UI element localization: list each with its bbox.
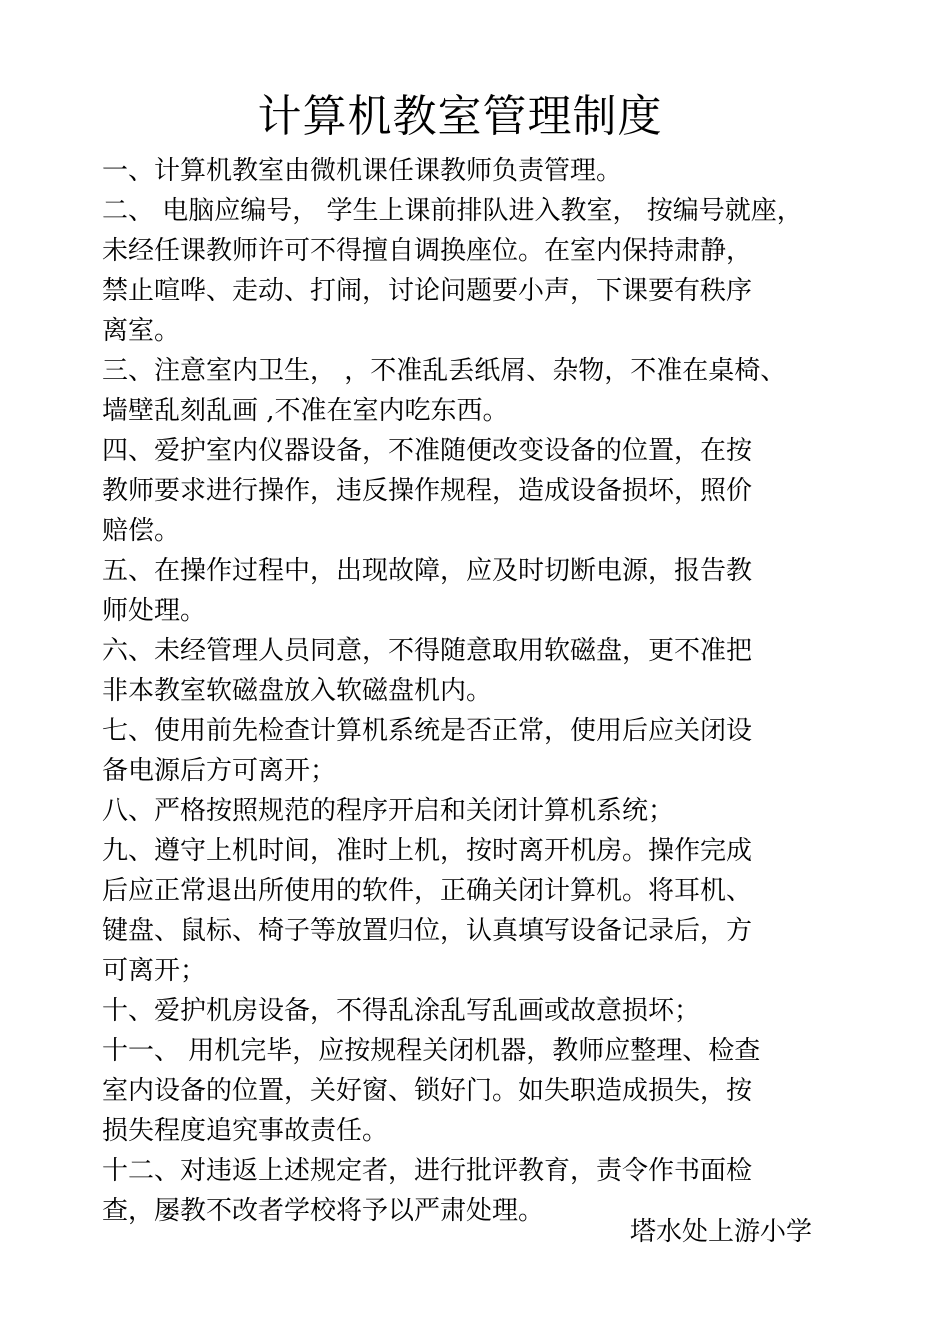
rule-line-10: 赔偿。 bbox=[102, 516, 181, 546]
rule-line-9: 教师要求进行操作，违反操作规程，造成设备损坏，照价 bbox=[102, 476, 753, 506]
rule-line-18: 九、遵守上机时间，准时上机，按时离开机房。操作完成 bbox=[102, 836, 753, 866]
rule-line-17: 八、严格按照规范的程序开启和关闭计算机系统； bbox=[102, 796, 675, 826]
rule-line-27: 查，屡教不改者学校将予以严肃处理。 bbox=[102, 1196, 545, 1226]
rule-line-21: 可离开； bbox=[102, 956, 207, 986]
rule-line-3: 未经任课教师许可不得擅自调换座位。在室内保持肃静， bbox=[102, 236, 753, 266]
rule-line-7: 墙壁乱刻乱画 ,不准在室内吃东西。 bbox=[102, 396, 509, 426]
rule-line-13: 六、未经管理人员同意，不得随意取用软磁盘，更不准把 bbox=[102, 636, 753, 666]
rule-line-5: 离室。 bbox=[102, 316, 181, 346]
rule-line-19: 后应正常退出所使用的软件，正确关闭计算机。将耳机、 bbox=[102, 876, 753, 906]
rule-line-8: 四、爱护室内仪器设备，不准随便改变设备的位置，在按 bbox=[102, 436, 753, 466]
rule-line-22: 十、爱护机房设备，不得乱涂乱写乱画或故意损坏； bbox=[102, 996, 701, 1026]
rule-line-11: 五、在操作过程中，出现故障，应及时切断电源，报告教 bbox=[102, 556, 753, 586]
rule-line-26: 十二、对违返上述规定者，进行批评教育，责令作书面检 bbox=[102, 1156, 753, 1186]
rule-line-2: 二、 电脑应编号， 学生上课前排队进入教室， 按编号就座， bbox=[102, 196, 803, 226]
rule-line-1: 一、计算机教室由微机课任课教师负责管理。 bbox=[102, 156, 623, 186]
rule-line-12: 师处理。 bbox=[102, 596, 207, 626]
rule-line-15: 七、使用前先检查计算机系统是否正常，使用后应关闭设 bbox=[102, 716, 753, 746]
rule-line-25: 损失程度追究事故责任。 bbox=[102, 1116, 389, 1146]
page-title: 计算机教室管理制度 bbox=[257, 91, 663, 142]
rule-line-14: 非本教室软磁盘放入软磁盘机内。 bbox=[102, 676, 493, 706]
rule-line-16: 备电源后方可离开； bbox=[102, 756, 337, 786]
rule-line-4: 禁止喧哗、走动、打闹，讨论问题要小声，下课要有秩序 bbox=[102, 276, 753, 306]
school-signature: 塔水处上游小学 bbox=[630, 1217, 813, 1247]
rule-line-20: 键盘、鼠标、椅子等放置归位，认真填写设备记录后，方 bbox=[102, 916, 753, 946]
rule-line-23: 十一、 用机完毕，应按规程关闭机器，教师应整理、检查 bbox=[102, 1036, 761, 1066]
rule-line-6: 三、注意室内卫生， ，不准乱丢纸屑、杂物，不准在桌椅、 bbox=[102, 356, 787, 386]
rule-line-24: 室内设备的位置，关好窗、锁好门。如失职造成损失，按 bbox=[102, 1076, 753, 1106]
